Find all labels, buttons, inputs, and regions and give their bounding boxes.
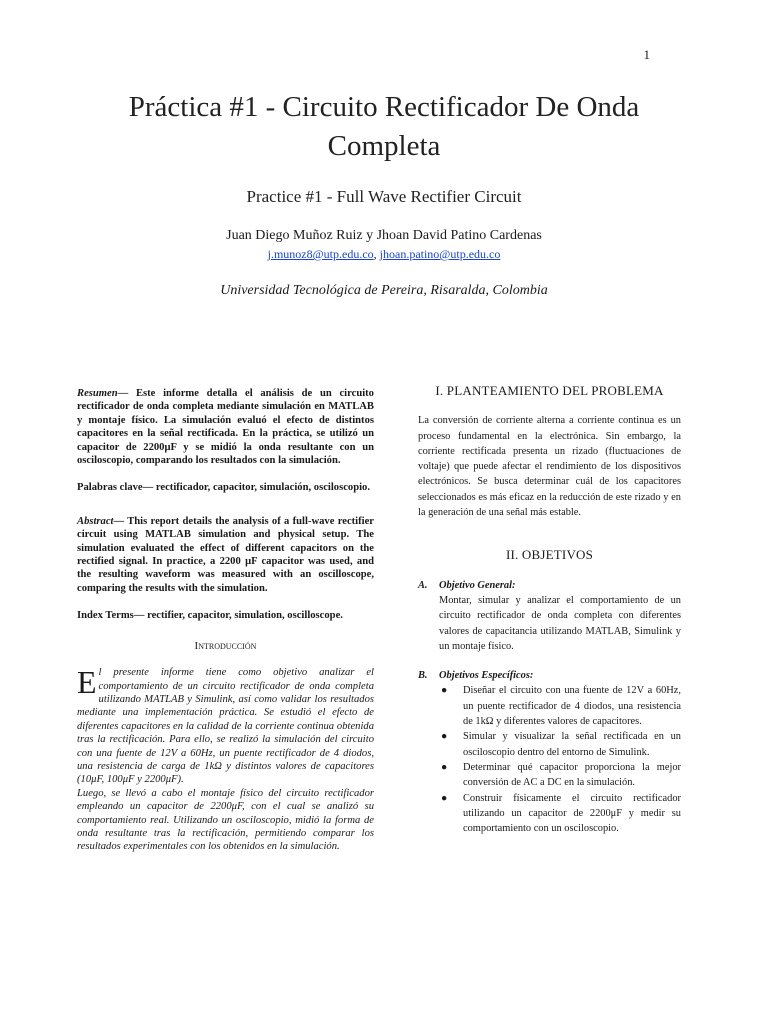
introduction-paragraph-2: Luego, se llevó a cabo el montaje físico del circuito rectificador empleando un capacitor de 2200μF, con el cual se analizó su comportamiento real. Utilizando un osciloscopio, midió la forma de onda resultante tras la rectificación, permitiendo comparar los resultados experimentales con los obtenidos en la simulación. (77, 787, 374, 853)
specific-objectives-list (418, 683, 681, 836)
objective-general-letter: A. (418, 579, 428, 591)
objective-specific-title: Objetivos Específicos: (439, 670, 534, 682)
abstract-dash: — (113, 515, 128, 527)
author-names: Juan Diego Muñoz Ruiz y Jhoan David Patino Cardenas (226, 228, 542, 243)
resumen-block (77, 387, 374, 467)
introduction-paragraph-1 (77, 666, 374, 787)
keywords-dash: — (142, 482, 156, 494)
list-item (439, 760, 681, 791)
index-terms-label: Index Terms (77, 610, 134, 622)
list-item (439, 791, 681, 837)
bullet-icon: ● (441, 761, 448, 773)
list-item (439, 729, 681, 760)
left-column (77, 387, 374, 854)
list-item-text: Diseñar el circuito con una fuente de 12V a 60Hz, un puente rectificador de 4 diodos, una resistencia de 1kΩ y diferentes valores de capacitores. (463, 685, 681, 728)
objective-general-title: Objetivo General: (439, 579, 516, 591)
section-1-body: La conversión de corriente alterna a corriente continua es un proceso fundamental en la electrónica. Sin embargo, la corriente rectificada presenta un rizado (fluctuaciones de voltaje) que puede afectar el rendimiento de los dispositivos electrónicos. Se busca determinar cuál de los capacitores seleccionados es más eficaz en la reducción de este rizado y en la generación de una señal más estable. (418, 415, 681, 519)
bullet-icon: ● (441, 685, 448, 697)
index-terms-block (77, 609, 374, 622)
abstract-text: This report details the analysis of a full-wave rectifier circuit using MATLAB simulation and physical setup. The simulation evaluated the effect of different capacitors on the rectified signal. In practice, a 2200 μF capacitor was used, and the resulting waveform was measured with an oscilloscope, comparing the results with the simulation. (77, 515, 374, 594)
section-2-heading: II. OBJETIVOS (505, 547, 594, 563)
objective-specific-heading (418, 668, 681, 683)
objective-general-body: Montar, simular y analizar el comportamiento de un circuito rectificador de onda completa con diferentes valores de capacitancia utilizando MATLAB, Simulink y un montaje físico. (439, 594, 681, 652)
abstract-block (77, 515, 374, 595)
resumen-dash: — (117, 388, 136, 399)
paper-subtitle: Practice #1 - Full Wave Rectifier Circuit (246, 187, 522, 206)
keywords-label: Palabras clave (77, 482, 143, 494)
affiliation: Universidad Tecnológica de Pereira, Risaralda, Colombia (220, 283, 548, 298)
bullet-icon: ● (441, 792, 448, 804)
objective-general-heading (418, 578, 681, 593)
email-link-1[interactable]: j.munoz8@utp.edu.co (267, 247, 374, 261)
list-item-text: Simular y visualizar la señal rectificada en un osciloscopio dentro del entorno de Simulink. (463, 731, 681, 758)
drop-cap: E (77, 664, 97, 701)
list-item-text: Construir físicamente el circuito rectificador utilizando un capacitor de 2200μF y medir su comportamiento con un osciloscopio. (463, 792, 681, 835)
introduction-heading: Introducción (194, 639, 257, 652)
resumen-label: Resumen (77, 388, 118, 399)
keywords-text: rectificador, capacitor, simulación, osciloscopio. (155, 482, 370, 494)
email-separator: , (373, 247, 380, 261)
keywords-block (77, 481, 374, 494)
paper-title: Práctica #1 - Circuito Rectificador De Onda Completa (128, 91, 640, 162)
objective-specific-letter: B. (418, 670, 428, 682)
email-link-2[interactable]: jhoan.patino@utp.edu.co (379, 247, 501, 261)
page-number: 1 (643, 47, 650, 62)
index-terms-text: rectifier, capacitor, simulation, oscilloscope. (147, 610, 343, 622)
bullet-icon: ● (441, 731, 448, 743)
author-emails (80, 247, 688, 262)
resumen-text: Este informe detalla el análisis de un circuito rectificador de onda completa mediante simulación en MATLAB y montaje físico. La simulación evaluó el efecto de distintos capacitores en la señal rectificada. En la práctica, se utilizó un capacitor de 2200μF y se midió la onda resultante con un osciloscopio, comparando los resultados con la simulación. (77, 388, 374, 467)
right-column (418, 383, 681, 836)
introduction-text-1: l presente informe tiene como objetivo analizar el comportamiento de un circuito rectificador de onda completa utilizando MATLAB y Simulink, así como validar los resultados mediante una implementación práctica. Se estudió el efecto de diferentes capacitores en la calidad de la corriente continua obtenida tras la rectificación. Para ello, se realizó la simulación del circuito con una fuente de 12V a 60Hz, un puente rectificador de 4 diodos, una resistencia de carga de 1kΩ y distintos valores de capacitores (10μF, 100μF y 2200μF). (77, 667, 374, 786)
section-1-heading: I. PLANTEAMIENTO DEL PROBLEMA (435, 383, 664, 398)
abstract-label: Abstract (77, 515, 114, 527)
list-item (439, 683, 681, 729)
list-item-text: Determinar qué capacitor proporciona la mejor conversión de AC a DC en la simulación. (463, 761, 681, 789)
index-terms-dash: — (133, 610, 148, 622)
